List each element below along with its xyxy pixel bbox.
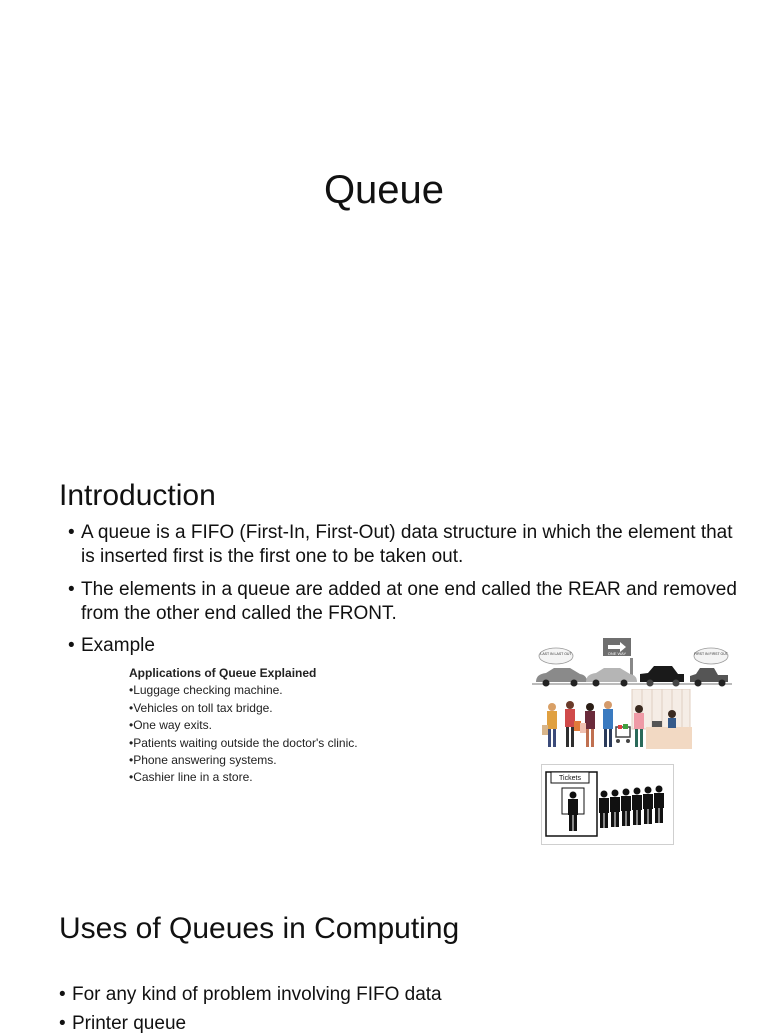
uses-bullet-1	[59, 983, 739, 1007]
person-icon	[565, 701, 581, 747]
bullet-dot: •	[68, 522, 75, 543]
intro-heading: Introduction	[59, 479, 216, 512]
cars-queue-image	[532, 636, 732, 690]
left-speech-bubble	[539, 648, 573, 664]
intro-bullet-text: A queue is a FIFO (First-In, First-Out) data structure in which the element that is inserted first is the first one to be taken out.	[81, 522, 733, 567]
register-icon	[652, 721, 662, 727]
right-speech-bubble	[694, 648, 728, 664]
person-icon	[580, 703, 595, 747]
bullet-dot: •	[68, 635, 75, 656]
cashier-icon	[668, 710, 676, 718]
uses-bullet-2	[59, 1012, 739, 1036]
car-icon	[640, 666, 684, 682]
uses-heading: Uses of Queues in Computing	[59, 912, 460, 945]
bullet-dot: •	[68, 579, 75, 600]
applications-item: •Luggage checking machine.	[129, 683, 283, 698]
person-icon	[603, 701, 613, 747]
intro-bullet-text: Example	[81, 635, 155, 656]
applications-item: •Patients waiting outside the doctor's clinic.	[129, 735, 358, 750]
intro-bullet-1	[68, 521, 748, 569]
shopping-cart-icon	[616, 724, 630, 743]
uses-bullet-text: Printer queue	[72, 1013, 187, 1034]
tickets-sign-text: Tickets	[559, 775, 581, 782]
applications-item: •Cashier line in a store.	[129, 770, 253, 785]
road	[532, 683, 732, 685]
shoppers-queue-image	[542, 689, 694, 753]
person-icon	[542, 703, 557, 747]
ticket-queue-image	[541, 764, 674, 845]
applications-list	[129, 665, 358, 787]
checkout-counter	[646, 727, 692, 749]
car-icon	[586, 668, 637, 682]
applications-item: •Vehicles on toll tax bridge.	[129, 700, 273, 715]
one-way-sign-text: ONE WAY	[607, 651, 627, 656]
bullet-dot: •	[59, 984, 66, 1005]
applications-title: Applications of Queue Explained	[129, 666, 317, 680]
applications-item: •One way exits.	[129, 718, 212, 733]
slide-title: Queue	[323, 168, 445, 212]
left-bubble-text: LAST IN LAST OUT	[540, 652, 572, 656]
bullet-dot: •	[59, 1013, 66, 1034]
intro-bullet-2	[68, 578, 748, 626]
applications-item: •Phone answering systems.	[129, 753, 277, 768]
car-icon	[536, 668, 587, 682]
uses-bullet-text: For any kind of problem involving FIFO data	[72, 984, 442, 1005]
right-bubble-text: FIRST IN FIRST OUT	[694, 652, 728, 656]
intro-bullet-text: The elements in a queue are added at one end called the REAR and removed from the other end called the FRONT.	[81, 579, 737, 624]
